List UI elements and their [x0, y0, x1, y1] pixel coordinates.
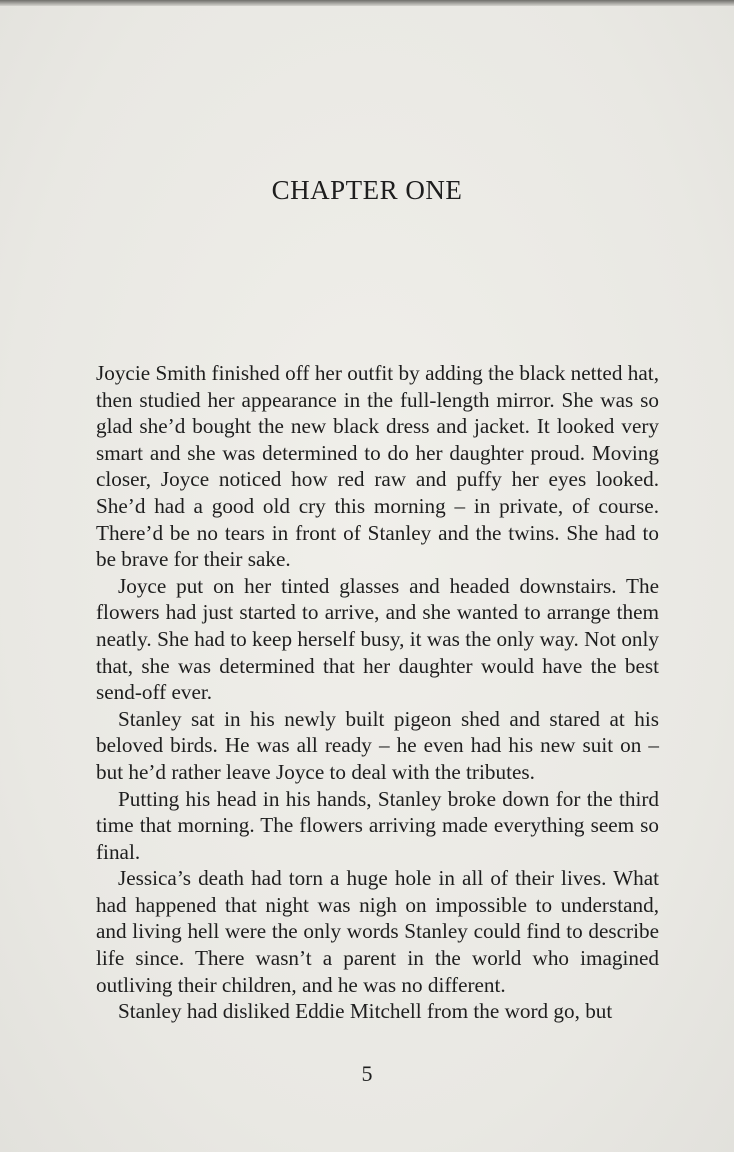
- body-text: [96, 360, 659, 1025]
- paragraph-2: Joyce put on her tinted glasses and headed downstairs. The flowers had just started to arrive, and she wanted to arrange them neatly. She had to keep herself busy, it was the only way. Not only that, she was determined that her daughter would have the best send-off ever.: [96, 573, 659, 705]
- paragraph-3: Stanley sat in his newly built pigeon shed and stared at his beloved birds. He was all ready – he even had his new suit on – but he’d rather leave Joyce to deal with the tributes.: [96, 706, 659, 784]
- page-number: 5: [361, 1061, 373, 1086]
- paragraph-4: Putting his head in his hands, Stanley broke down for the third time that morning. The flowers arriving made everything seem so final.: [96, 786, 659, 864]
- paragraph-6: Stanley had disliked Eddie Mitchell from the word go, but: [118, 999, 613, 1024]
- chapter-title: CHAPTER ONE: [271, 175, 463, 205]
- paragraph-5: Jessica’s death had torn a huge hole in all of their lives. What had happened that night was nigh on impossible to understand, and living hell were the only words Stanley could find to describe life since. There wasn’t a parent in the world who imagined outliving their children, and he was no different.: [96, 866, 659, 997]
- paragraph-1: Joycie Smith finished off her outfit by adding the black netted hat, then studied her appearance in the full-length mirror. She was so glad she’d bought the new black dress and jacket. It looked very smart and she was determined to do her daughter proud. Moving closer, Joyce noticed how red raw and puffy her eyes looked. She’d had a good old cry this morning – in private, of course. There’d be no tears in front of Stanley and the twins. She had to be brave for their sake.: [96, 361, 659, 572]
